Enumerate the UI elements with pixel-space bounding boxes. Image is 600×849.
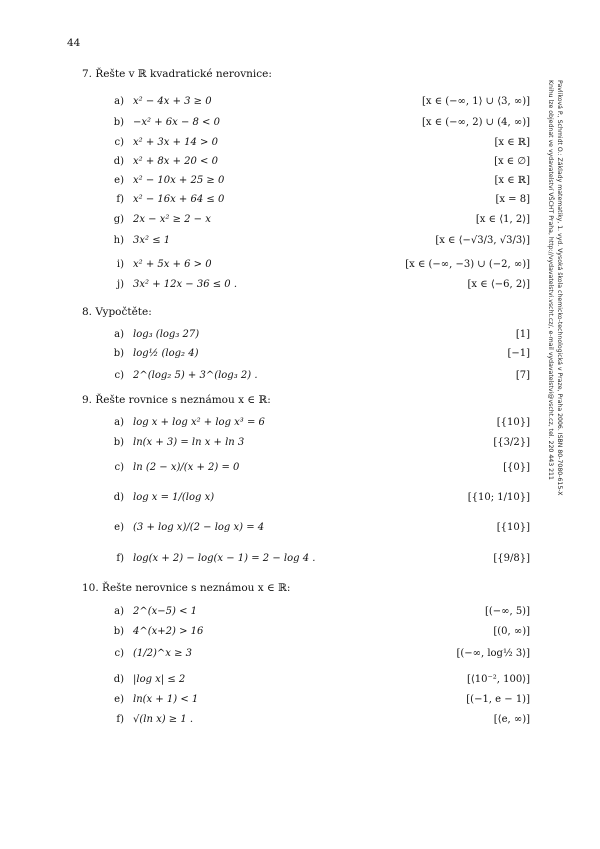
exercise-item: [106, 153, 530, 169]
item-label: c): [114, 369, 124, 381]
section-title: 8. Vypočtěte:: [82, 306, 152, 318]
item-label: b): [113, 436, 124, 448]
item-answer: [⟨10⁻², 100⟩]: [466, 673, 530, 685]
item-answer: [{10}]: [496, 521, 530, 533]
exercise-item: [106, 623, 530, 639]
exercise-item: [106, 232, 530, 248]
item-label: d): [113, 155, 124, 167]
item-label: g): [113, 213, 124, 225]
item-answer: [(−∞, log½ 3⟩]: [456, 647, 530, 659]
exercise-item: [106, 645, 530, 661]
exercise-item: [106, 434, 530, 450]
item-answer: [1]: [515, 328, 530, 340]
item-label: i): [116, 258, 124, 270]
item-label: f): [116, 552, 124, 564]
item-answer: [7]: [515, 369, 530, 381]
item-label: f): [116, 713, 124, 725]
item-expression: log x = 1/(log x): [133, 491, 215, 503]
exercise-item: [106, 459, 530, 475]
item-expression: |log x| ≤ 2: [133, 673, 186, 685]
item-answer: [x ∈ ∅]: [494, 155, 530, 167]
item-label: f): [116, 193, 124, 205]
exercise-item: [106, 276, 530, 292]
item-label: c): [114, 136, 124, 148]
exercise-item: [106, 93, 530, 109]
item-expression: x² + 5x + 6 > 0: [133, 258, 212, 270]
item-answer: [{10; 1/10}]: [467, 491, 530, 503]
item-expression: x² − 16x + 64 ≤ 0: [133, 193, 225, 205]
exercise-item: [106, 603, 530, 619]
item-expression: √(ln x) ≥ 1 .: [133, 713, 194, 725]
item-answer: [−1]: [507, 347, 530, 359]
item-expression: (1/2)^x ≥ 3: [133, 647, 193, 659]
item-label: a): [114, 605, 124, 617]
exercise-item: [106, 711, 530, 727]
item-expression: 2^(x−5) < 1: [133, 605, 198, 617]
item-expression: x² − 10x + 25 ≥ 0: [133, 174, 225, 186]
item-answer: [x ∈ (−∞, 2) ∪ (4, ∞)]: [421, 116, 530, 128]
item-label: e): [114, 174, 124, 186]
exercise-item: [106, 550, 530, 566]
exercise-item: [106, 172, 530, 188]
item-answer: [x ∈ ⟨−6, 2⟩]: [467, 278, 530, 290]
item-label: b): [113, 625, 124, 637]
item-expression: (3 + log x)/(2 − log x) = 4: [133, 521, 265, 533]
exercise-item: [106, 367, 530, 383]
item-answer: [{3/2}]: [493, 436, 530, 448]
item-label: d): [113, 673, 124, 685]
item-label: c): [114, 647, 124, 659]
item-label: a): [114, 416, 124, 428]
item-answer: [x ∈ ⟨1, 2⟩]: [475, 213, 530, 225]
item-label: b): [113, 347, 124, 359]
side-note-line: Pavlíková P., Schmidt O.: Základy matematiky, 1. vyd. Vysoká škola chemicko-technologická v Praze, Praha 2006. ISBN 80-7080-615-X: [556, 80, 563, 496]
item-expression: −x² + 6x − 8 < 0: [133, 116, 220, 128]
section-title: 7. Řešte v ℝ kvadratické nerovnice:: [82, 68, 272, 80]
item-expression: 4^(x+2) > 16: [133, 625, 204, 637]
item-expression: 2^(log₂ 5) + 3^(log₃ 2) .: [133, 369, 258, 381]
exercise-item: [106, 256, 530, 272]
item-expression: 3x² ≤ 1: [133, 234, 171, 246]
item-label: b): [113, 116, 124, 128]
exercise-item: [106, 489, 530, 505]
item-answer: [{0}]: [503, 461, 530, 473]
item-label: e): [114, 693, 124, 705]
section-title: 10. Řešte nerovnice s neznámou x ∈ ℝ:: [82, 582, 291, 594]
item-answer: [(−∞, 5)]: [484, 605, 530, 617]
item-answer: [x ∈ (−∞, 1⟩ ∪ ⟨3, ∞)]: [421, 95, 530, 107]
item-expression: x² − 4x + 3 ≥ 0: [133, 95, 212, 107]
exercise-item: [106, 414, 530, 430]
item-expression: log(x + 2) − log(x − 1) = 2 − log 4 .: [133, 552, 316, 564]
item-answer: [x = 8]: [495, 193, 530, 205]
item-expression: x² + 3x + 14 > 0: [133, 136, 218, 148]
section-title: 9. Řešte rovnice s neznámou x ∈ ℝ:: [82, 394, 271, 406]
exercise-item: [106, 114, 530, 130]
exercise-item: [106, 691, 530, 707]
item-answer: [{10}]: [496, 416, 530, 428]
exercise-item: [106, 326, 530, 342]
item-answer: [⟨e, ∞)]: [493, 713, 530, 725]
item-label: c): [114, 461, 124, 473]
item-expression: 2x − x² ≥ 2 − x: [133, 213, 211, 225]
item-expression: log₃ (log₃ 27): [133, 328, 200, 340]
page-number: 44: [67, 37, 81, 49]
exercise-item: [106, 211, 530, 227]
item-label: d): [113, 491, 124, 503]
item-expression: x² + 8x + 20 < 0: [133, 155, 218, 167]
exercise-item: [106, 671, 530, 687]
item-expression: ln(x + 1) < 1: [133, 693, 199, 705]
item-answer: [(−1, e − 1)]: [466, 693, 530, 705]
item-label: h): [113, 234, 124, 246]
item-label: a): [114, 328, 124, 340]
item-label: j): [116, 278, 124, 290]
item-expression: ln(x + 3) = ln x + ln 3: [133, 436, 245, 448]
exercise-item: [106, 191, 530, 207]
item-label: e): [114, 521, 124, 533]
exercise-item: [106, 345, 530, 361]
exercise-item: [106, 519, 530, 535]
exercise-item: [106, 134, 530, 150]
side-note: [546, 80, 563, 540]
item-expression: 3x² + 12x − 36 ≤ 0 .: [133, 278, 238, 290]
item-expression: log½ (log₂ 4): [133, 347, 199, 359]
item-answer: [{9/8}]: [493, 552, 530, 564]
side-note-line: Knihu lze objednat ve vydavatelství VŠCHT Praha, http://vydavatelstvi.vscht.cz/, e-mail vydavatelstvi@vscht.cz, tel. 220 443 211: [547, 80, 555, 480]
item-expression: ln (2 − x)/(x + 2) = 0: [133, 461, 240, 473]
item-expression: log x + log x² + log x³ = 6: [133, 416, 265, 428]
item-answer: [(0, ∞)]: [493, 625, 530, 637]
item-answer: [x ∈ ℝ]: [494, 174, 530, 186]
item-answer: [x ∈ ℝ]: [494, 136, 530, 148]
item-answer: [x ∈ (−∞, −3) ∪ (−2, ∞)]: [405, 258, 530, 270]
item-answer: [x ∈ ⟨−√3/3, √3/3⟩]: [435, 234, 530, 246]
item-label: a): [114, 95, 124, 107]
